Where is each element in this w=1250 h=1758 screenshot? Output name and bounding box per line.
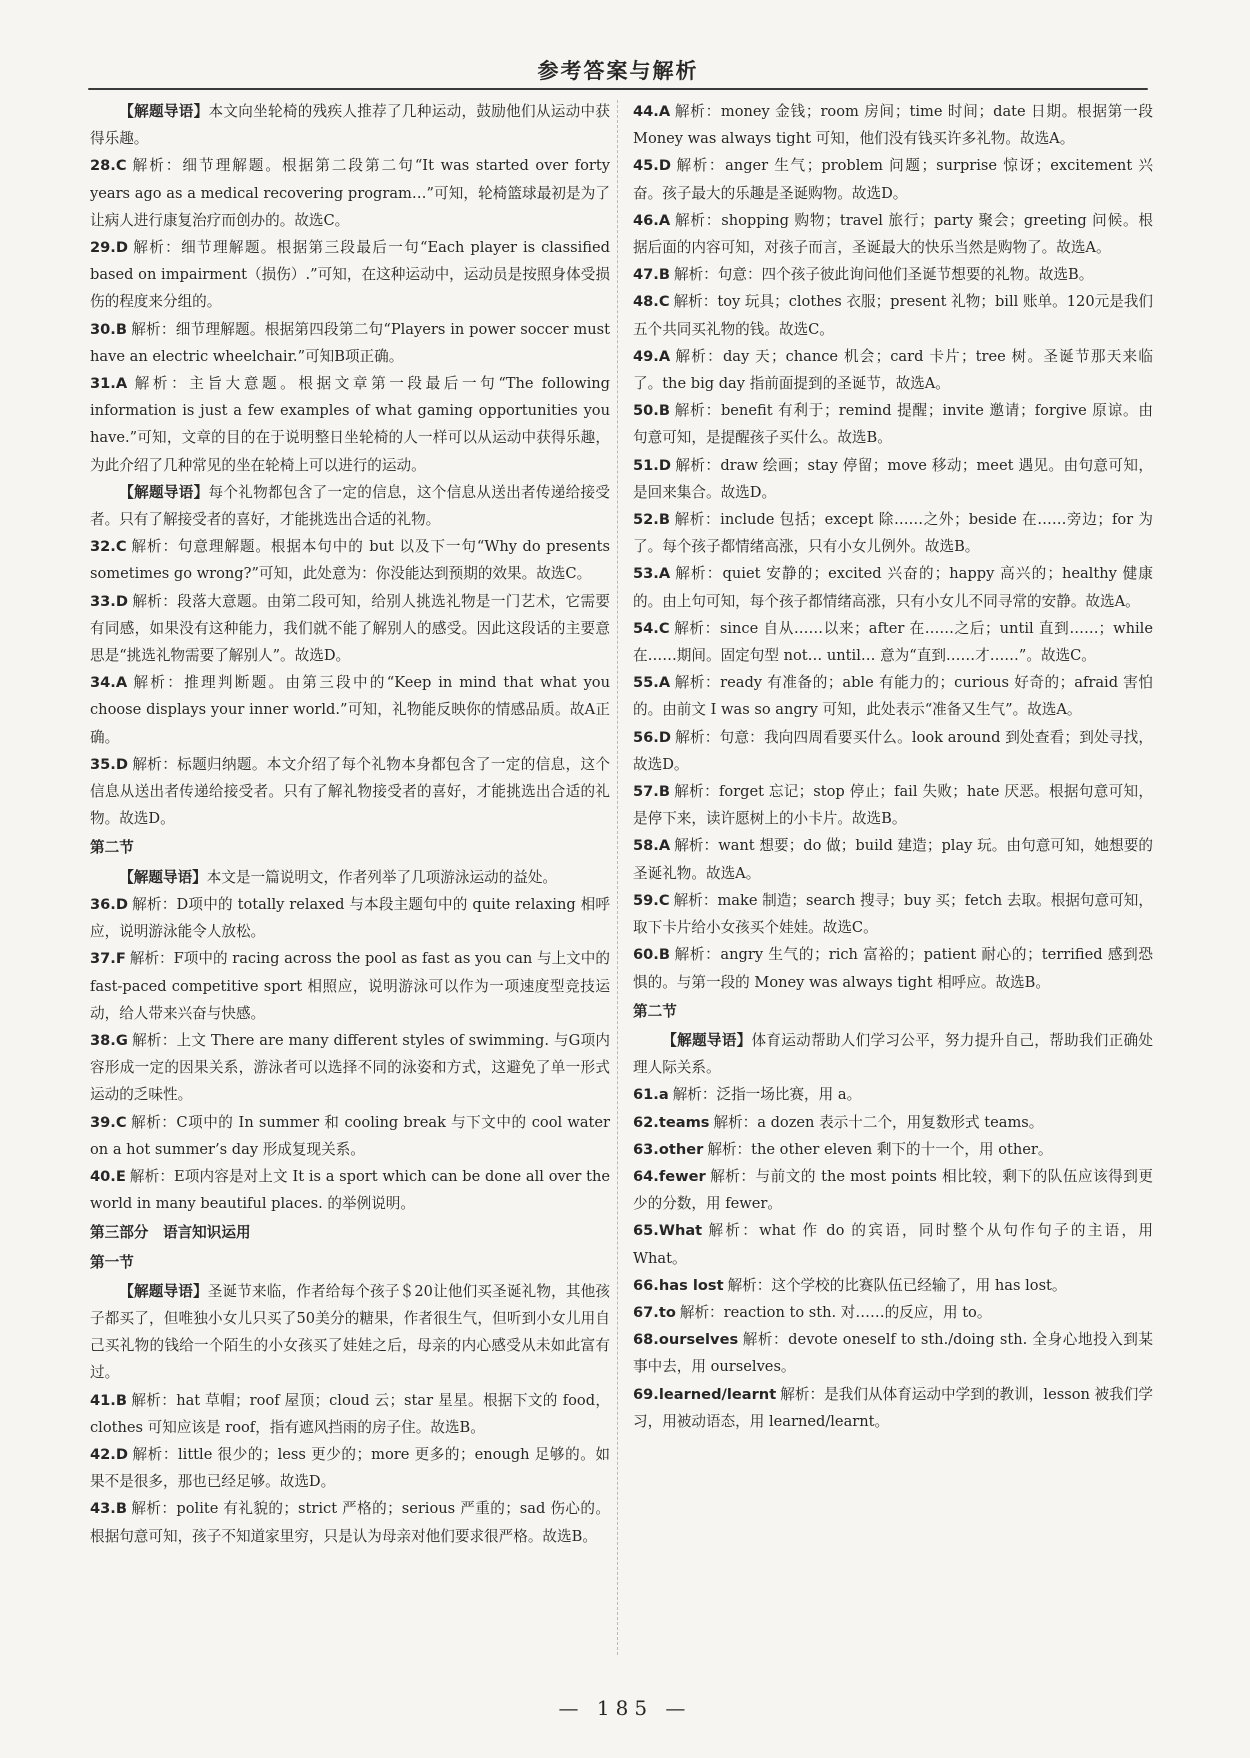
answer-number: 45.D: [633, 157, 671, 175]
answer-explanation: 解析：draw 绘画；stay 停留；move 移动；meet 遇见。由句意可知，是回来集合。故选D。: [633, 456, 1153, 501]
guide-text: 圣诞节来临，作者给每个孩子＄20让他们买圣诞礼物，其他孩子都买了，但唯独小女儿只买了50美分的糖果，作者很生气，但听到小女儿用自己买礼物的钱给一个陌生的小女孩买了娃娃之后，母亲的内心感受从未如此富有过。: [90, 1282, 610, 1382]
answer-item: [90, 1441, 610, 1495]
answer-item: [90, 1387, 610, 1441]
answer-item: [90, 370, 610, 479]
answer-number: 55.A: [633, 674, 671, 692]
answer-item: [90, 316, 610, 370]
answer-number: 41.B: [90, 1391, 127, 1409]
answer-number: 34.A: [90, 674, 128, 692]
answer-number: 54.C: [633, 619, 670, 637]
guide-paragraph: [90, 98, 610, 152]
answer-number: 29.D: [90, 239, 128, 257]
answer-item: [633, 1217, 1153, 1271]
answer-explanation: 解析：推理判断题。由第三段中的“Keep in mind that what you choose displays your inner world.”可知，礼物能反映你的情感品质。故A正确。: [90, 674, 610, 746]
answer-explanation: 解析：devote oneself to sth./doing sth. 全身心地投入到某事中去，用 ourselves。: [633, 1331, 1153, 1376]
answer-number: 64.fewer: [633, 1167, 706, 1185]
answer-item: [633, 98, 1153, 152]
answer-explanation: 解析：include 包括；except 除……之外；beside 在……旁边；for 为了。每个孩子都情绪高涨，只有小女儿例外。故选B。: [633, 511, 1153, 556]
answer-item: [633, 832, 1153, 886]
answer-item: [633, 452, 1153, 506]
answer-item: [633, 506, 1153, 560]
page-number: — 185 —: [558, 1696, 692, 1720]
answer-explanation: 解析：shopping 购物；travel 旅行；party 聚会；greeting 问候。根据后面的内容可知，对孩子而言，圣诞最大的快乐当然是购物了。故选A。: [633, 211, 1153, 257]
answer-number: 69.learned/learnt: [633, 1385, 777, 1403]
answer-item: [633, 207, 1153, 261]
answer-number: 43.B: [90, 1500, 127, 1518]
answer-number: 36.D: [90, 895, 128, 913]
answer-number: 61.a: [633, 1086, 669, 1104]
answer-item: [90, 533, 610, 587]
left-column: [90, 98, 610, 1658]
answer-item: [633, 941, 1153, 995]
column-divider: [617, 100, 618, 1655]
answer-item: [90, 751, 610, 833]
answer-explanation: 解析：上文 There are many different styles of swimming. 与G项内容形成一定的因果关系，游泳者可以选择不同的泳姿和方式，这避免了单一形式运动的乏味性。: [90, 1031, 610, 1104]
answer-item: [633, 669, 1153, 723]
guide-paragraph: [90, 864, 610, 891]
answer-number: 35.D: [90, 755, 128, 773]
answer-number: 51.D: [633, 456, 671, 474]
answer-explanation: 解析：day 天；chance 机会；card 卡片；tree 树。圣诞节那天来临了。the big day 指前面提到的圣诞节，故选A。: [633, 347, 1153, 393]
answer-number: 44.A: [633, 103, 671, 120]
answer-explanation: 解析：E项内容是对上文 It is a sport which can be done all over the world in many beautiful places. 的举例说明。: [90, 1167, 610, 1213]
answer-number: 58.A: [633, 837, 671, 855]
answer-item: [633, 1272, 1153, 1299]
answer-item: [633, 343, 1153, 397]
answer-explanation: 解析：polite 有礼貌的；strict 严格的；serious 严重的；sad 伤心的。根据句意可知，孩子不知道家里穷，只是认为母亲对他们要求很严格。故选B。: [90, 1500, 610, 1545]
answer-item: [90, 588, 610, 670]
guide-label: 【解题导语】: [119, 103, 209, 120]
answer-item: [633, 152, 1153, 206]
answer-item: [90, 1163, 610, 1217]
guide-text: 本文是一篇说明文，作者列举了几项游泳运动的益处。: [206, 868, 558, 886]
answer-number: 57.B: [633, 783, 670, 801]
guide-text: 本文向坐轮椅的残疾人推荐了几种运动，鼓励他们从运动中获得乐趣。: [90, 103, 610, 148]
answer-number: 37.F: [90, 950, 126, 968]
header-rule: [88, 88, 1148, 90]
answer-number: 56.D: [633, 728, 671, 746]
answer-number: 68.ourselves: [633, 1331, 739, 1349]
guide-label: 【解题导语】: [119, 868, 207, 886]
answer-explanation: 解析：toy 玩具；clothes 衣服；present 礼物；bill 账单。120元是我们五个共同买礼物的钱。故选C。: [633, 293, 1153, 338]
answer-item: [633, 1326, 1153, 1380]
answer-explanation: 解析：make 制造；search 搜寻；buy 买；fetch 去取。根据句意可知，取下卡片给小女孩买个娃娃。故选C。: [633, 891, 1153, 937]
answer-explanation: 解析：细节理解题。根据第二段第二句“It was started over forty years ago as a medical recovering program…”可知，轮椅篮球最初是为了让病人进行康复治疗而创办的。故选C。: [90, 157, 610, 229]
answer-number: 48.C: [633, 293, 670, 311]
answer-explanation: 解析：ready 有准备的；able 有能力的；curious 好奇的；afraid 害怕的。由前文 I was so angry 可知，此处表示“准备又生气”。故选A。: [633, 674, 1153, 719]
answer-explanation: 解析：forget 忘记；stop 停止；fail 失败；hate 厌恶。根据句意可知，是停下来，读许愿树上的小卡片。故选B。: [633, 783, 1153, 828]
answer-explanation: 解析：what 作 do 的宾语，同时整个从句作句子的主语，用 What。: [633, 1222, 1153, 1267]
section-heading: 第二节: [633, 1002, 677, 1020]
answer-explanation: 解析：句意理解题。根据本句中的 but 以及下一句“Why do presents sometimes go wrong?”可知，此处意为：你没能达到预期的效果。故选C。: [90, 538, 610, 583]
guide-paragraph: [90, 479, 610, 533]
answer-number: 50.B: [633, 402, 670, 420]
answer-number: 40.E: [90, 1167, 126, 1185]
answer-item: [633, 778, 1153, 832]
answer-number: 39.C: [90, 1113, 127, 1131]
right-column: [633, 98, 1153, 1658]
answer-item: [90, 891, 610, 945]
guide-label: 【解题导语】: [119, 483, 209, 501]
answer-explanation: 解析：细节理解题。根据第三段最后一句“Each player is classified based on impairment（损伤）.”可知，在这种运动中，运动员是按照身体受损伤的程度来分组的。: [90, 239, 610, 311]
answer-explanation: 解析：泛指一场比赛，用 a。: [672, 1086, 862, 1104]
answer-number: 31.A: [90, 375, 128, 393]
answer-number: 33.D: [90, 592, 128, 610]
answer-item: [633, 288, 1153, 342]
guide-paragraph: [90, 1278, 610, 1387]
answer-number: 66.has lost: [633, 1276, 724, 1294]
answer-item: [633, 1163, 1153, 1217]
answer-item: [90, 1495, 610, 1549]
answer-item: [633, 397, 1153, 451]
answer-explanation: 解析：段落大意题。由第二段可知，给别人挑选礼物是一门艺术，它需要有同感，如果没有这种能力，我们就不能了解别人的感受。因此这段话的主要意思是“挑选礼物需要了解别人”。故选D。: [90, 592, 610, 665]
answer-number: 42.D: [90, 1445, 128, 1463]
answer-explanation: 解析：是我们从体育运动中学到的教训，lesson 被我们学习，用被动语态，用 learned/learnt。: [633, 1385, 1153, 1430]
answer-number: 53.A: [633, 565, 671, 583]
answer-explanation: 解析：benefit 有利于；remind 提醒；invite 邀请；forgive 原谅。由句意可知，是提醒孩子买什么。故选B。: [633, 402, 1153, 447]
answer-number: 49.A: [633, 347, 671, 365]
page-title: 参考答案与解析: [537, 59, 699, 83]
answer-item: [90, 234, 610, 316]
answer-number: 38.G: [90, 1031, 128, 1049]
answer-explanation: 解析：want 想要；do 做；build 建造；play 玩。由句意可知，她想要的圣诞礼物。故选A。: [633, 837, 1153, 882]
answer-explanation: 解析：the other eleven 剩下的十一个，用 other。: [707, 1140, 1053, 1158]
answer-item: [90, 669, 610, 751]
answer-item: [90, 945, 610, 1027]
answer-explanation: 解析：quiet 安静的；excited 兴奋的；happy 高兴的；healthy 健康的。由上句可知，每个孩子都情绪高涨，只有小女儿不同寻常的安静。故选A。: [633, 565, 1153, 610]
guide-text: 体育运动帮助人们学习公平，努力提升自己，帮助我们正确处理人际关系。: [633, 1031, 1153, 1077]
answer-item: [633, 724, 1153, 778]
answer-item: [633, 1081, 1153, 1108]
answer-item: [633, 1109, 1153, 1136]
answer-explanation: 解析：句意：我向四周看要买什么。look around 到处查看；到处寻找，故选D。: [633, 728, 1153, 773]
answer-explanation: 解析：这个学校的比赛队伍已经输了，用 has lost。: [727, 1276, 1067, 1294]
answer-explanation: 解析：与前文的 the most points 相比较，剩下的队伍应该得到更少的分数，用 fewer。: [633, 1167, 1153, 1213]
answer-item: [633, 1299, 1153, 1326]
section-heading: 第三部分 语言知识运用: [90, 1224, 251, 1242]
answer-number: 59.C: [633, 891, 670, 909]
answer-explanation: 解析：D项中的 totally relaxed 与本段主题句中的 quite relaxing 相呼应，说明游泳能令人放松。: [90, 895, 610, 941]
answer-number: 32.C: [90, 538, 127, 556]
answer-item: [633, 1136, 1153, 1163]
answer-item: [633, 887, 1153, 941]
answer-number: 47.B: [633, 266, 670, 284]
answer-number: 30.B: [90, 320, 127, 338]
section-heading: 第一节: [90, 1253, 134, 1271]
answer-explanation: 解析：money 金钱；room 房间；time 时间；date 日期。根据第一段 Money was always tight 可知，他们没有钱买许多礼物。故选A。: [633, 103, 1153, 148]
answer-number: 52.B: [633, 511, 670, 529]
answer-explanation: 解析：细节理解题。根据第四段第二句“Players in power soccer must have an electric wheelchair.”可知B项正确。: [90, 320, 610, 365]
answer-number: 65.What: [633, 1222, 703, 1240]
answer-explanation: 解析：reaction to sth. 对……的反应，用 to。: [679, 1303, 992, 1321]
answer-number: 46.A: [633, 211, 671, 229]
answer-explanation: 解析：since 自从……以来；after 在……之后；until 直到……；while 在……期间。固定句型 not… until… 意为“直到……才……”。故选C。: [633, 619, 1153, 665]
answer-number: 62.teams: [633, 1113, 710, 1131]
answer-explanation: 解析：句意：四个孩子彼此询问他们圣诞节想要的礼物。故选B。: [673, 266, 1094, 284]
answer-explanation: 解析：a dozen 表示十二个，用复数形式 teams。: [713, 1113, 1044, 1131]
answer-explanation: 解析：F项中的 racing across the pool as fast as you can 与上文中的 fast-paced competitive sport 相照应，说明游泳可以作为一项速度型竞技运动，给人带来兴奋与快感。: [90, 950, 610, 1022]
guide-label: 【解题导语】: [119, 1282, 208, 1300]
answer-explanation: 解析：angry 生气的；rich 富裕的；patient 耐心的；terrified 感到恐惧的。与第一段的 Money was always tight 相呼应。故选B。: [633, 946, 1153, 991]
answer-explanation: 解析：little 很少的；less 更少的；more 更多的；enough 足够的。如果不是很多，那也已经足够。故选D。: [90, 1445, 610, 1491]
answer-number: 28.C: [90, 157, 127, 175]
answer-item: [633, 615, 1153, 669]
answer-item: [90, 152, 610, 234]
answer-item: [633, 560, 1153, 614]
page-header: [88, 56, 1148, 90]
answer-item: [633, 1381, 1153, 1435]
guide-label: 【解题导语】: [662, 1031, 752, 1049]
answer-number: 63.other: [633, 1140, 704, 1158]
answer-explanation: 解析：hat 草帽；roof 屋顶；cloud 云；star 星星。根据下文的 food，clothes 可知应该是 roof，指有遮风挡雨的房子住。故选B。: [90, 1391, 610, 1436]
answer-item: [633, 261, 1153, 288]
answer-number: 60.B: [633, 946, 670, 964]
answer-explanation: 解析：标题归纳题。本文介绍了每个礼物本身都包含了一定的信息，这个信息从送出者传递给接受者。只有了解礼物接受者的喜好，才能挑选出合适的礼物。故选D。: [90, 755, 610, 828]
section-heading: 第二节: [90, 839, 134, 857]
guide-paragraph: [633, 1027, 1153, 1081]
answer-explanation: 解析：anger 生气；problem 问题；surprise 惊讶；excitement 兴奋。孩子最大的乐趣是圣诞购物。故选D。: [633, 157, 1153, 202]
answer-item: [90, 1027, 610, 1109]
answer-number: 67.to: [633, 1303, 676, 1321]
answer-explanation: 解析：主旨大意题。根据文章第一段最后一句“The following information is just a few examples of what gaming opportunities you have.”可知，文章的目的在于说明整日坐轮椅的人一样可以从运动中获得乐趣，为此介绍了几种常见的坐在轮椅上可以进行的运动。: [90, 375, 610, 474]
answer-item: [90, 1109, 610, 1163]
answer-explanation: 解析：C项中的 In summer 和 cooling break 与下文中的 cool water on a hot summer’s day 形成复现关系。: [90, 1113, 610, 1158]
guide-text: 每个礼物都包含了一定的信息，这个信息从送出者传递给接受者。只有了解接受者的喜好，才能挑选出合适的礼物。: [90, 483, 610, 529]
